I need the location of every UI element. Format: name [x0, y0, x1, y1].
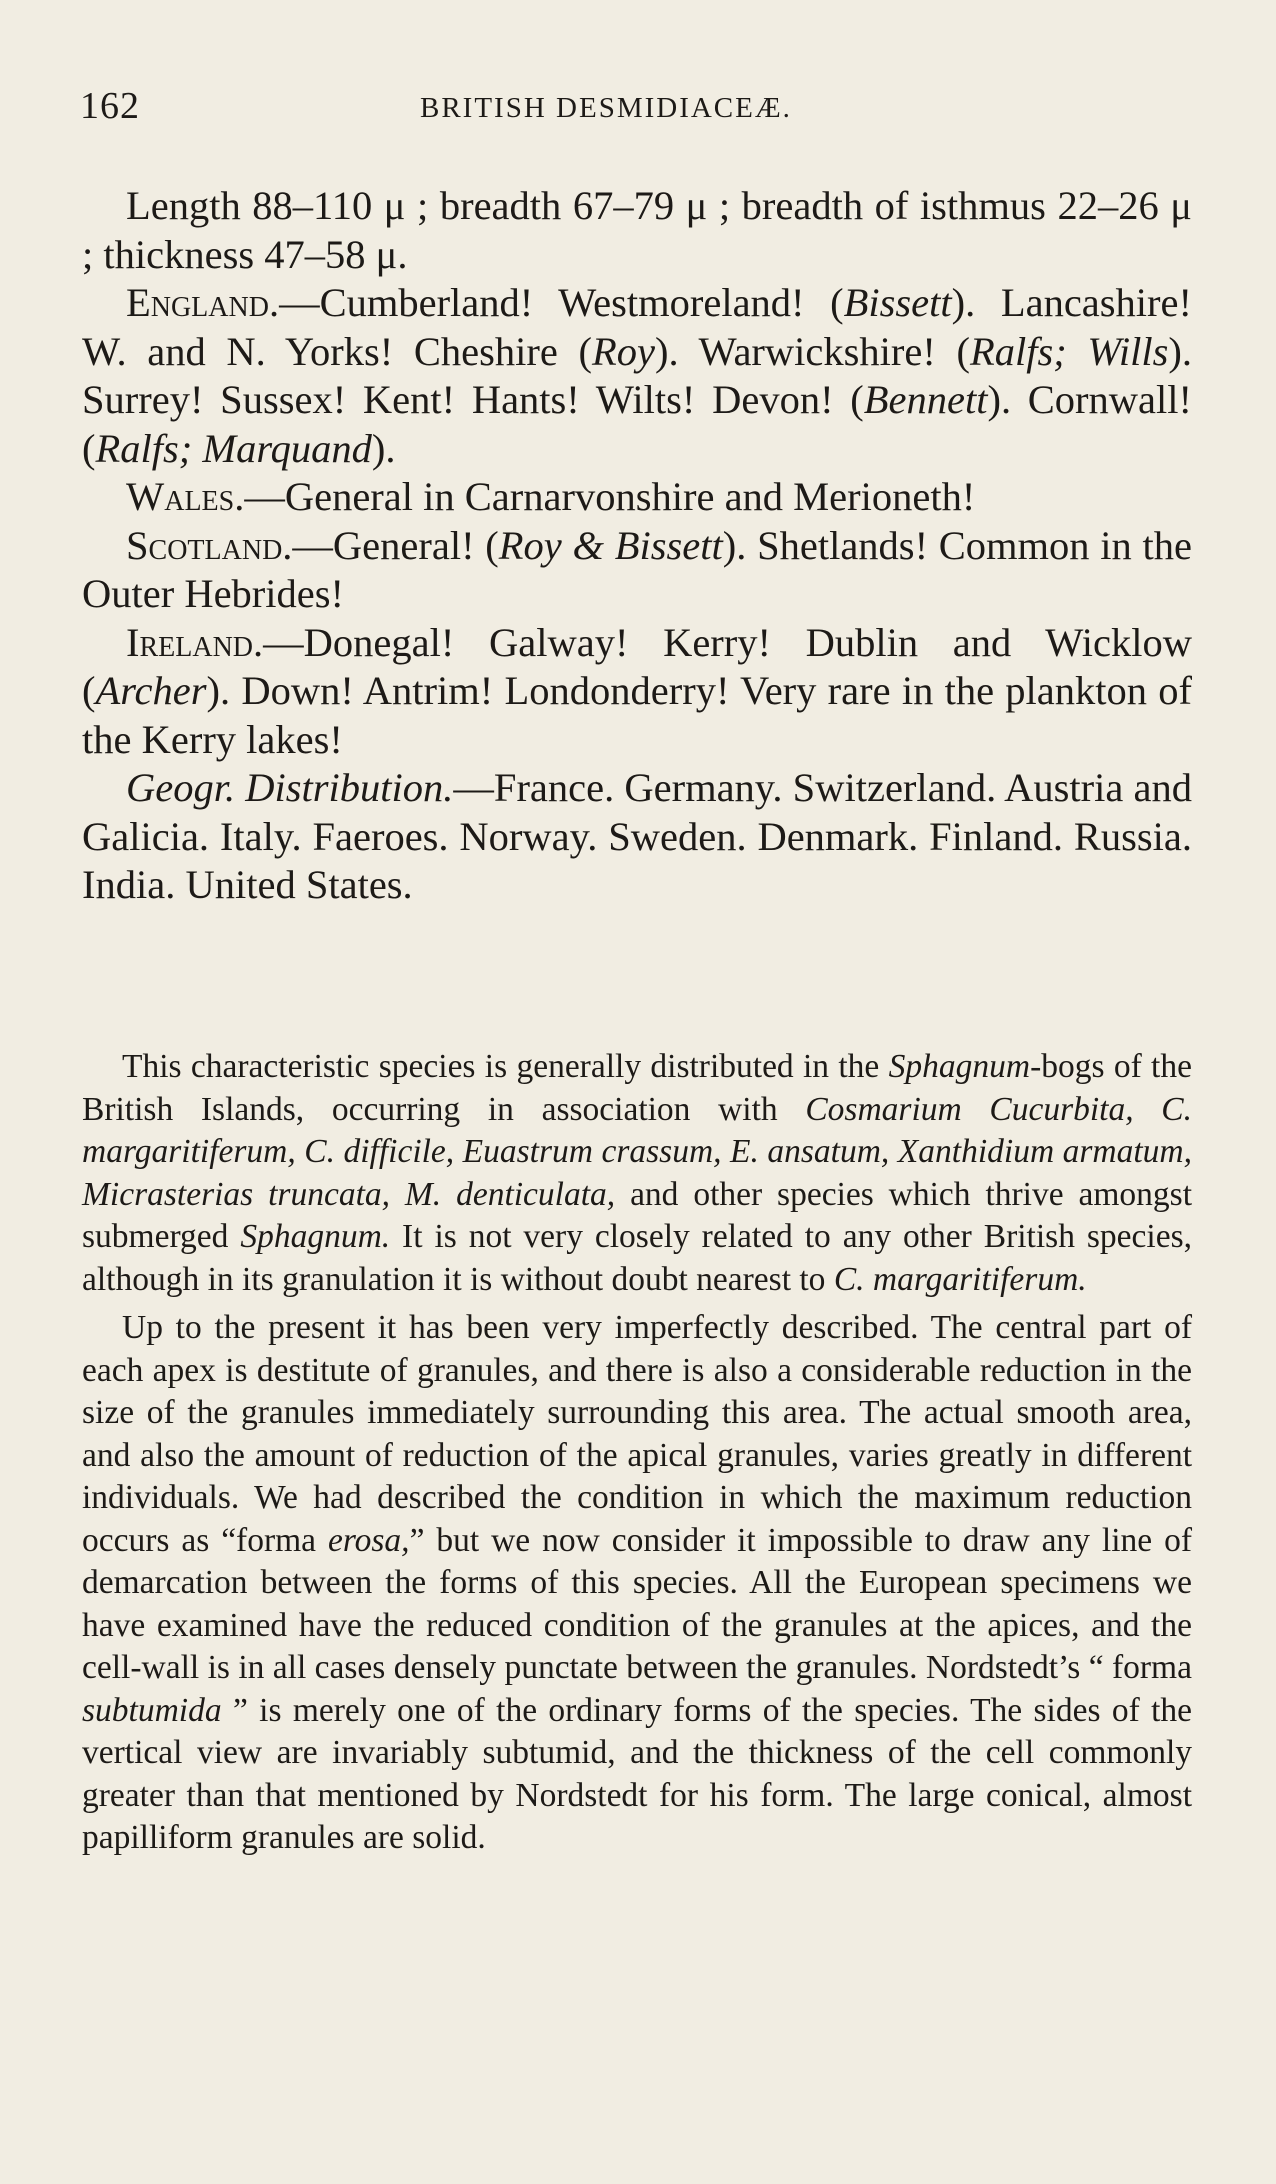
species-list: Cosmarium Cucurbita, C. margaritiferum, C. difficile, Euastrum crassum, E. ansatum, Xanthidium armatum, Micrasterias truncata, M. denticulata, [82, 1090, 1192, 1213]
collector-name: Ralfs; Marquand [95, 425, 372, 471]
collector-name: Ralfs; Wills [969, 328, 1169, 374]
geographic-distribution: Geogr. Distribution.—France. Germany. Switzerland. Austria and Galicia. Italy. Faeroes. Norway. Sweden. Denmark. Finland. Russia. India. United States. [82, 765, 1192, 907]
collector-name: Roy [592, 328, 655, 374]
region-label: England. [126, 280, 280, 325]
ireland-record: Ireland.—Donegal! Galway! Kerry! Dublin and Wicklow (Archer). Down! Antrim! Londonderry! Very rare in the plankton of the Kerry lakes! [82, 619, 1192, 762]
running-title: BRITISH DESMIDIACEÆ. [420, 92, 792, 124]
collector-name: Roy & Bissett [498, 522, 723, 568]
region-label: Wales. [126, 474, 245, 519]
notes-text [82, 1046, 1192, 1860]
page-number: 162 [80, 85, 140, 127]
main-text [82, 182, 1192, 910]
region-label: Ireland. [126, 619, 264, 665]
note-paragraph-1: This characteristic species is generally distributed in the Sphagnum-bogs of the British Islands, occurring in association with Cosmarium Cucurbita, C. margaritiferum, C. difficile, Euastrum crassum, E. ansatum, Xanthidium armatum, Micrasterias truncata, M. denticulata, and other species which thrive amongst submerged Sphagnum. It is not very closely related to any other British species, although in its granulation it is without doubt nearest to C. margaritiferum. [82, 1048, 1193, 1298]
wales-record: Wales.—General in Carnarvonshire and Merioneth! [126, 474, 976, 519]
region-label: Scotland. [126, 522, 293, 568]
measurements-paragraph: Length 88–110 μ ; breadth 67–79 μ ; breadth of isthmus 22–26 μ ; thickness 47–58 μ. [82, 183, 1192, 277]
england-record: England.—Cumberland! Westmoreland! (Bissett). Lancashire! W. and N. Yorks! Cheshire (Roy). Warwickshire! (Ralfs; Wills). Surrey! Sussex! Kent! Hants! Wilts! Devon! (Bennett). Cornwall! (Ralfs; Marquand). [82, 280, 1193, 471]
collector-name: Bissett [843, 280, 952, 325]
collector-name: Bennett [863, 377, 988, 422]
distribution-label: Geogr. Distribution. [126, 765, 454, 810]
collector-name: Archer [95, 668, 207, 713]
scotland-record: Scotland.—General! (Roy & Bissett). Shetlands! Common in the Outer Hebrides! [82, 522, 1193, 616]
note-paragraph-2: Up to the present it has been very imperfectly described. The central part of each apex is destitute of granules, and there is also a considerable reduction in the size of the granules immediately surrounding this area. The actual smooth area, and also the amount of reduction of the apical granules, varies greatly in different individuals. We had described the condition in which the maximum reduction occurs as “forma erosa,” but we now consider it impossible to draw any line of demarcation between the forms of this species. All the European specimens we have examined have the reduced condition of the granules at the apices, and the cell-wall is in all cases densely punctate between the granules. Nordstedt’s “ forma subtumida ” is merely one of the ordinary forms of the species. The sides of the vertical view are invariably subtumid, and the thickness of the cell commonly greater than that mentioned by Nordstedt for his form. The large conical, almost papilliform granules are solid. [82, 1309, 1192, 1856]
